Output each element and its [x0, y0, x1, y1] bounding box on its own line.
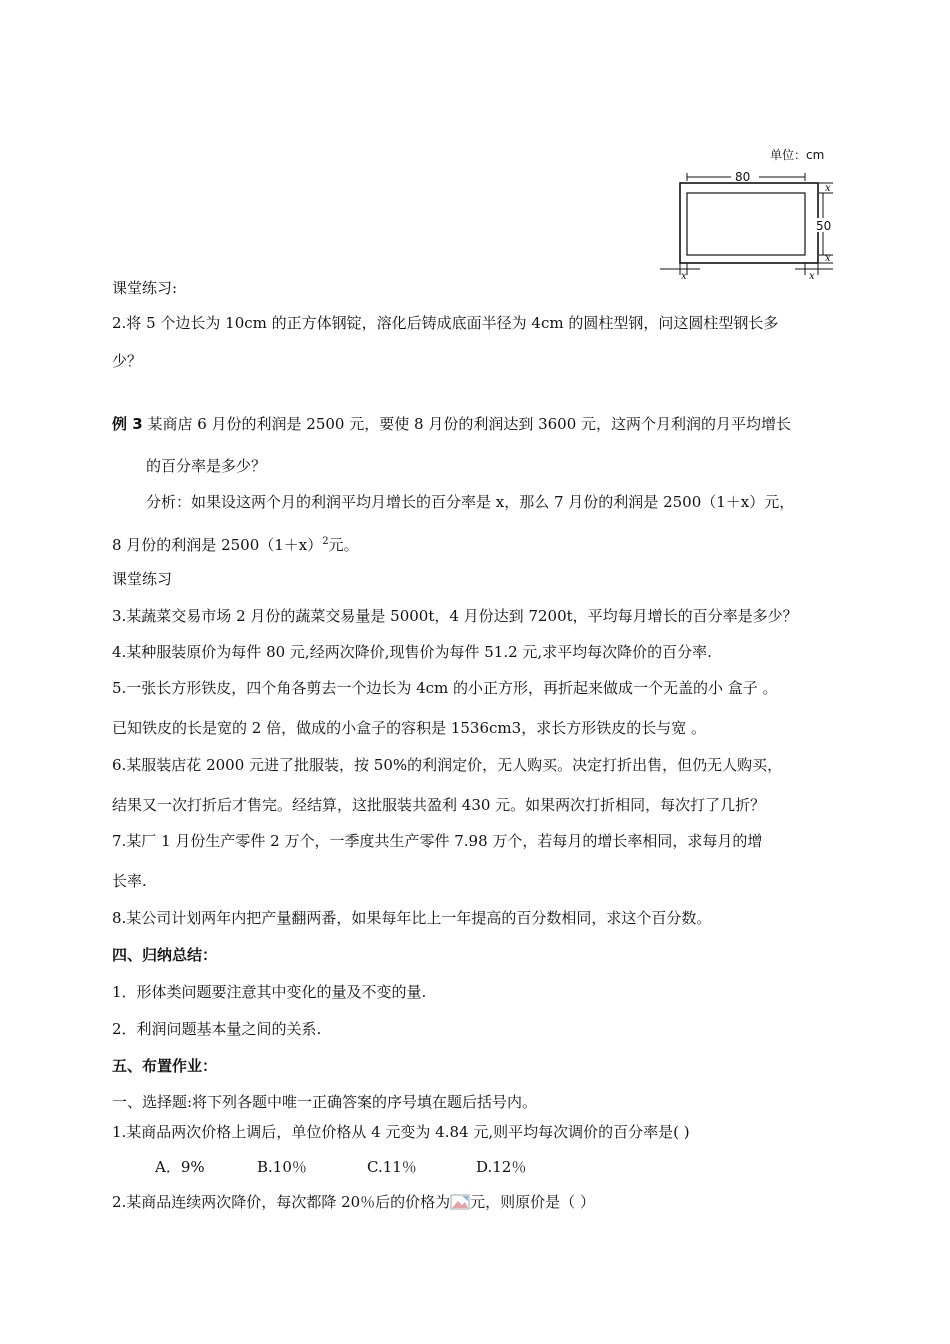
- hw1: 1.某商品两次价格上调后，单位价格从 4 元变为 4.84 元,则平均每次调价的百分率是( ): [112, 1123, 690, 1141]
- q7-line2: 长率.: [112, 872, 147, 890]
- outer-rectangle: [680, 183, 818, 263]
- q8: 8.某公司计划两年内把产量翻两番，如果每年比上一年提高的百分数相同，求这个百分数。: [112, 909, 712, 927]
- summary2: 2．利润问题基本量之间的关系.: [112, 1020, 322, 1038]
- height-label: 50: [816, 219, 832, 233]
- practice2-heading: 课堂练习: [112, 570, 173, 588]
- x-label-right-top: x: [825, 183, 831, 194]
- example3: [112, 414, 791, 434]
- q6-line2: 结果又一次打折后才售完。经结算，这批服装共盈利 430 元。如果两次打折相同，每次打了几折？: [112, 796, 766, 814]
- hw2: [112, 1192, 595, 1212]
- rectangle-frame-figure: [655, 145, 835, 280]
- x-label-bottom-right: x: [809, 271, 815, 280]
- exponent: 2: [322, 536, 329, 547]
- example3-label: 例 3: [112, 415, 143, 433]
- q7-line1: 7.某厂 1 月份生产零件 2 万个，一季度共生产零件 7.98 万个，若每月的增长率相同，求每月的增: [112, 832, 763, 850]
- choice-intro: 一、选择题:将下列各题中唯一正确答案的序号填在题后括号内。: [112, 1093, 538, 1111]
- analysis-line2-post: 元。: [328, 536, 359, 554]
- q2-line1: 2.将 5 个边长为 10cm 的正方体钢锭，溶化后铸成底面半径为 4cm 的圆柱型钢，问这圆柱型钢长多: [112, 314, 779, 332]
- broken-image-icon: [450, 1194, 470, 1210]
- x-label-bottom-left: x: [681, 271, 687, 280]
- x-label-right-bottom: x: [825, 253, 831, 264]
- analysis-line2-pre: 8 月份的利润是 2500（1＋x）: [112, 536, 323, 554]
- q4: 4.某种服装原价为每件 80 元,经两次降价,现售价为每件 51.2 元,求平均每次降价的百分率.: [112, 643, 712, 661]
- section5-heading: 五、布置作业：: [112, 1057, 218, 1075]
- width-label: 80: [735, 170, 751, 184]
- hw2-pre: 2.某商品连续两次降价，每次都降 20％后的价格为: [112, 1193, 451, 1211]
- analysis-line2: [112, 532, 359, 555]
- summary1: 1．形体类问题要注意其中变化的量及不变的量.: [112, 983, 427, 1001]
- practice1-heading: 课堂练习:: [112, 279, 178, 297]
- q2-line2: 少？: [112, 352, 143, 370]
- hw1-option-b: B.10％: [257, 1158, 307, 1176]
- example3-line2: 的百分率是多少？: [146, 457, 267, 475]
- hw1-option-a: A．9%: [155, 1158, 205, 1176]
- section4-heading: 四、归纳总结：: [112, 946, 218, 964]
- analysis-line1: 分析：如果设这两个月的利润平均月增长的百分率是 x，那么 7 月份的利润是 2500（1＋x）元，: [146, 493, 795, 511]
- hw1-option-d: D.12％: [476, 1158, 527, 1176]
- hw1-option-c: C.11％: [367, 1158, 417, 1176]
- unit-label: 单位：cm: [770, 148, 825, 162]
- q5-line2: 已知铁皮的长是宽的 2 倍，做成的小盒子的容积是 1536cm3，求长方形铁皮的长与宽 。: [112, 719, 706, 737]
- hw2-post: 元，则原价是（ ）: [470, 1193, 595, 1211]
- q5-line1: 5.一张长方形铁皮，四个角各剪去一个边长为 4cm 的小正方形，再折起来做成一个无盖的小 盒子 。: [112, 679, 778, 697]
- q3: 3.某蔬菜交易市场 2 月份的蔬菜交易量是 5000t，4 月份达到 7200t，平均每月增长的百分率是多少？: [112, 607, 798, 625]
- q6-line1: 6.某服装店花 2000 元进了批服装，按 50%的利润定价，无人购买。决定打折出售，但仍无人购买，: [112, 756, 783, 774]
- inner-rectangle: [687, 193, 805, 255]
- example3-line1: 某商店 6 月份的利润是 2500 元，要使 8 月份的利润达到 3600 元，这两个月利润的月平均增长: [147, 415, 792, 433]
